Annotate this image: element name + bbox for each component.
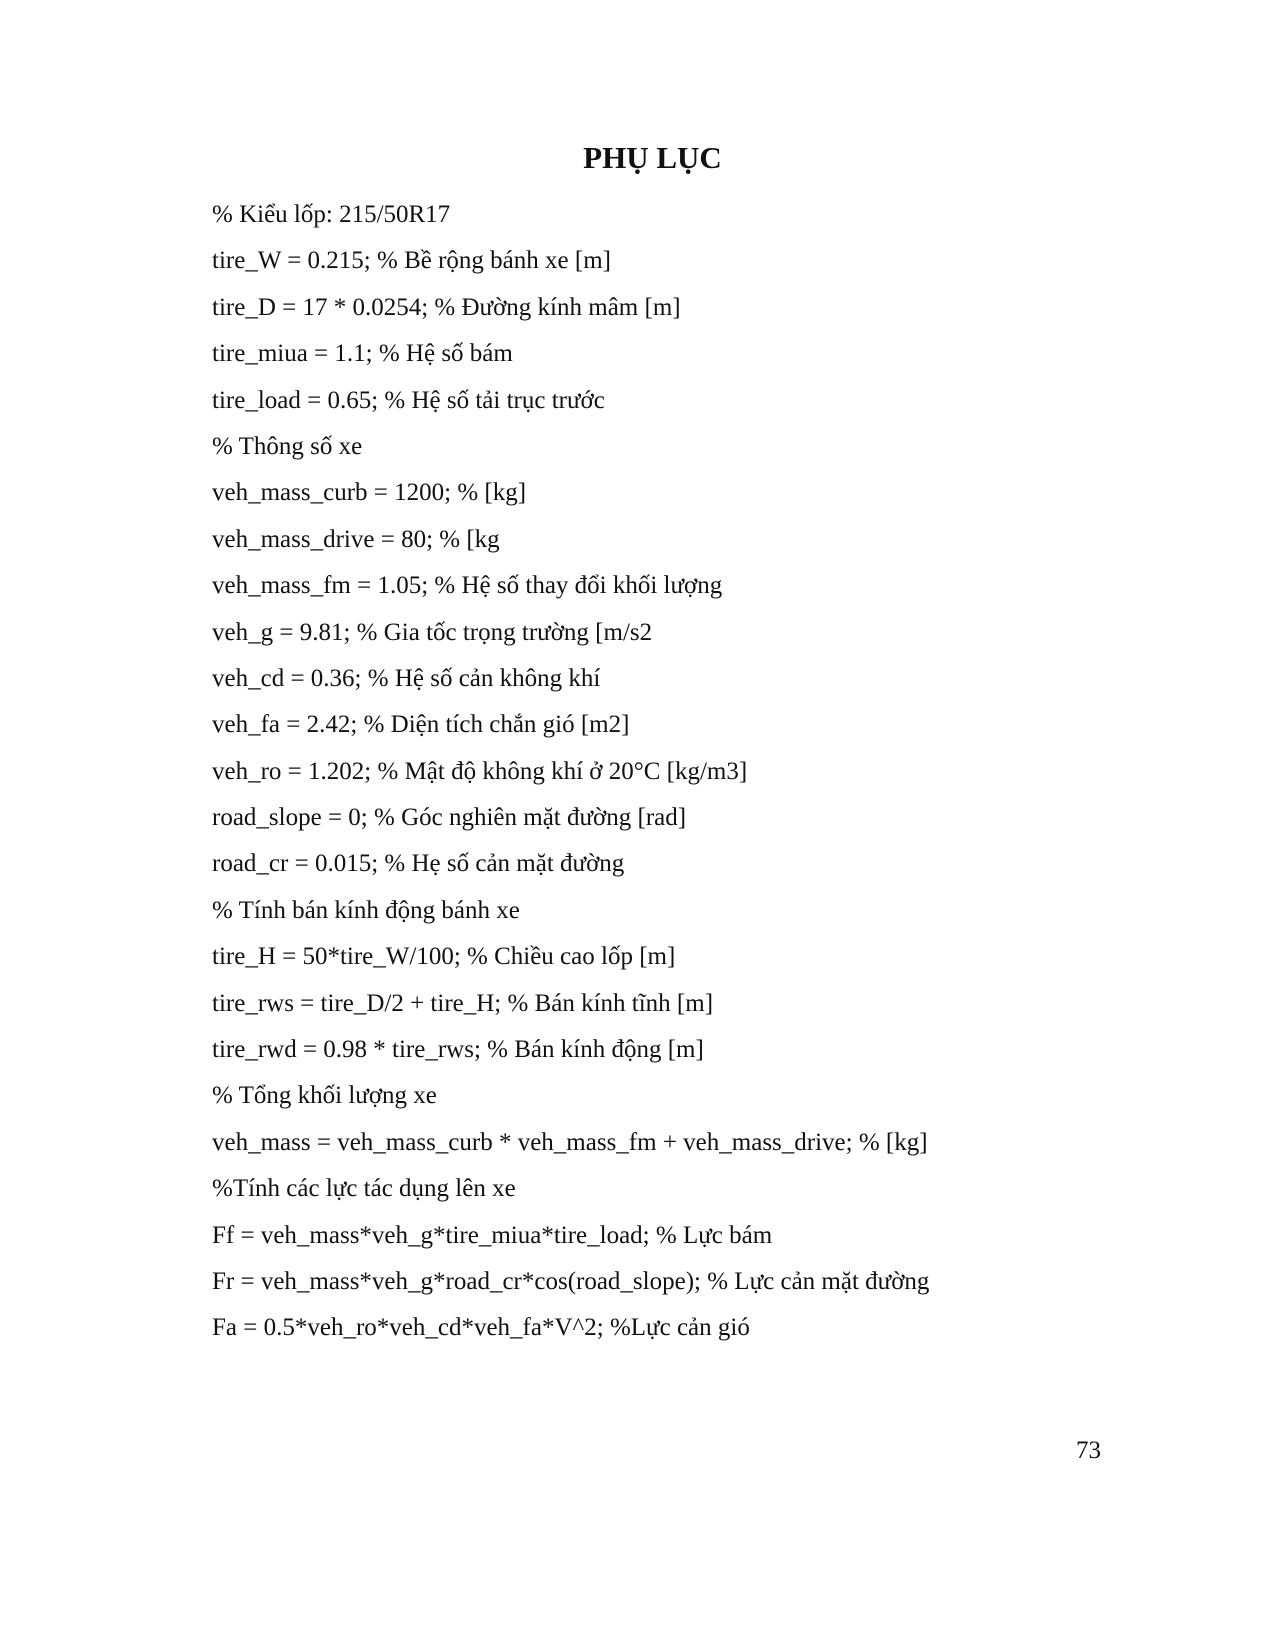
- code-line: veh_ro = 1.202; % Mật độ không khí ở 20°C [kg/m3]: [212, 757, 748, 785]
- code-line: Fr = veh_mass*veh_g*road_cr*cos(road_slope); % Lực cản mặt đường: [212, 1267, 930, 1295]
- code-line: veh_mass_fm = 1.05; % Hệ số thay đổi khối lượng: [212, 572, 723, 600]
- code-line: veh_cd = 0.36; % Hệ số cản không khí: [212, 664, 601, 692]
- code-line: %Tính các lực tác dụng lên xe: [212, 1175, 516, 1203]
- code-line: road_cr = 0.015; % Hẹ số cản mặt đường: [212, 850, 625, 878]
- code-line: Fa = 0.5*veh_ro*veh_cd*veh_fa*V^2; %Lực cản gió: [212, 1314, 750, 1342]
- code-line: veh_mass = veh_mass_curb * veh_mass_fm + veh_mass_drive; % [kg]: [212, 1128, 928, 1156]
- code-line: % Tính bán kính động bánh xe: [212, 896, 520, 924]
- code-line: tire_H = 50*tire_W/100; % Chiều cao lốp [m]: [212, 943, 676, 971]
- code-line: % Thông số xe: [212, 432, 363, 460]
- code-line: road_slope = 0; % Góc nghiên mặt đường [rad]: [212, 804, 687, 832]
- code-line: tire_rws = tire_D/2 + tire_H; % Bán kính tĩnh [m]: [212, 989, 714, 1017]
- code-line: tire_W = 0.215; % Bề rộng bánh xe [m]: [212, 247, 611, 275]
- code-line: veh_mass_drive = 80; % [kg: [212, 525, 500, 553]
- code-line: tire_miua = 1.1; % Hệ số bám: [212, 340, 513, 368]
- code-line: tire_rwd = 0.98 * tire_rws; % Bán kính động [m]: [212, 1036, 704, 1064]
- code-line: veh_g = 9.81; % Gia tốc trọng trường [m/s2: [212, 618, 653, 646]
- code-line: veh_mass_curb = 1200; % [kg]: [212, 479, 527, 507]
- page-number: 73: [1076, 1437, 1101, 1464]
- page-title: PHỤ LỤC: [583, 140, 722, 175]
- code-line: veh_fa = 2.42; % Diện tích chắn gió [m2]: [212, 711, 630, 739]
- code-listing: [212, 200, 1212, 1360]
- code-line: Ff = veh_mass*veh_g*tire_miua*tire_load; % Lực bám: [212, 1221, 773, 1249]
- code-line: tire_D = 17 * 0.0254; % Đường kính mâm [m]: [212, 293, 681, 321]
- code-line: % Kiểu lốp: 215/50R17: [212, 201, 451, 228]
- code-line: tire_load = 0.65; % Hệ số tải trục trước: [212, 386, 605, 414]
- code-line: % Tổng khối lượng xe: [212, 1082, 437, 1110]
